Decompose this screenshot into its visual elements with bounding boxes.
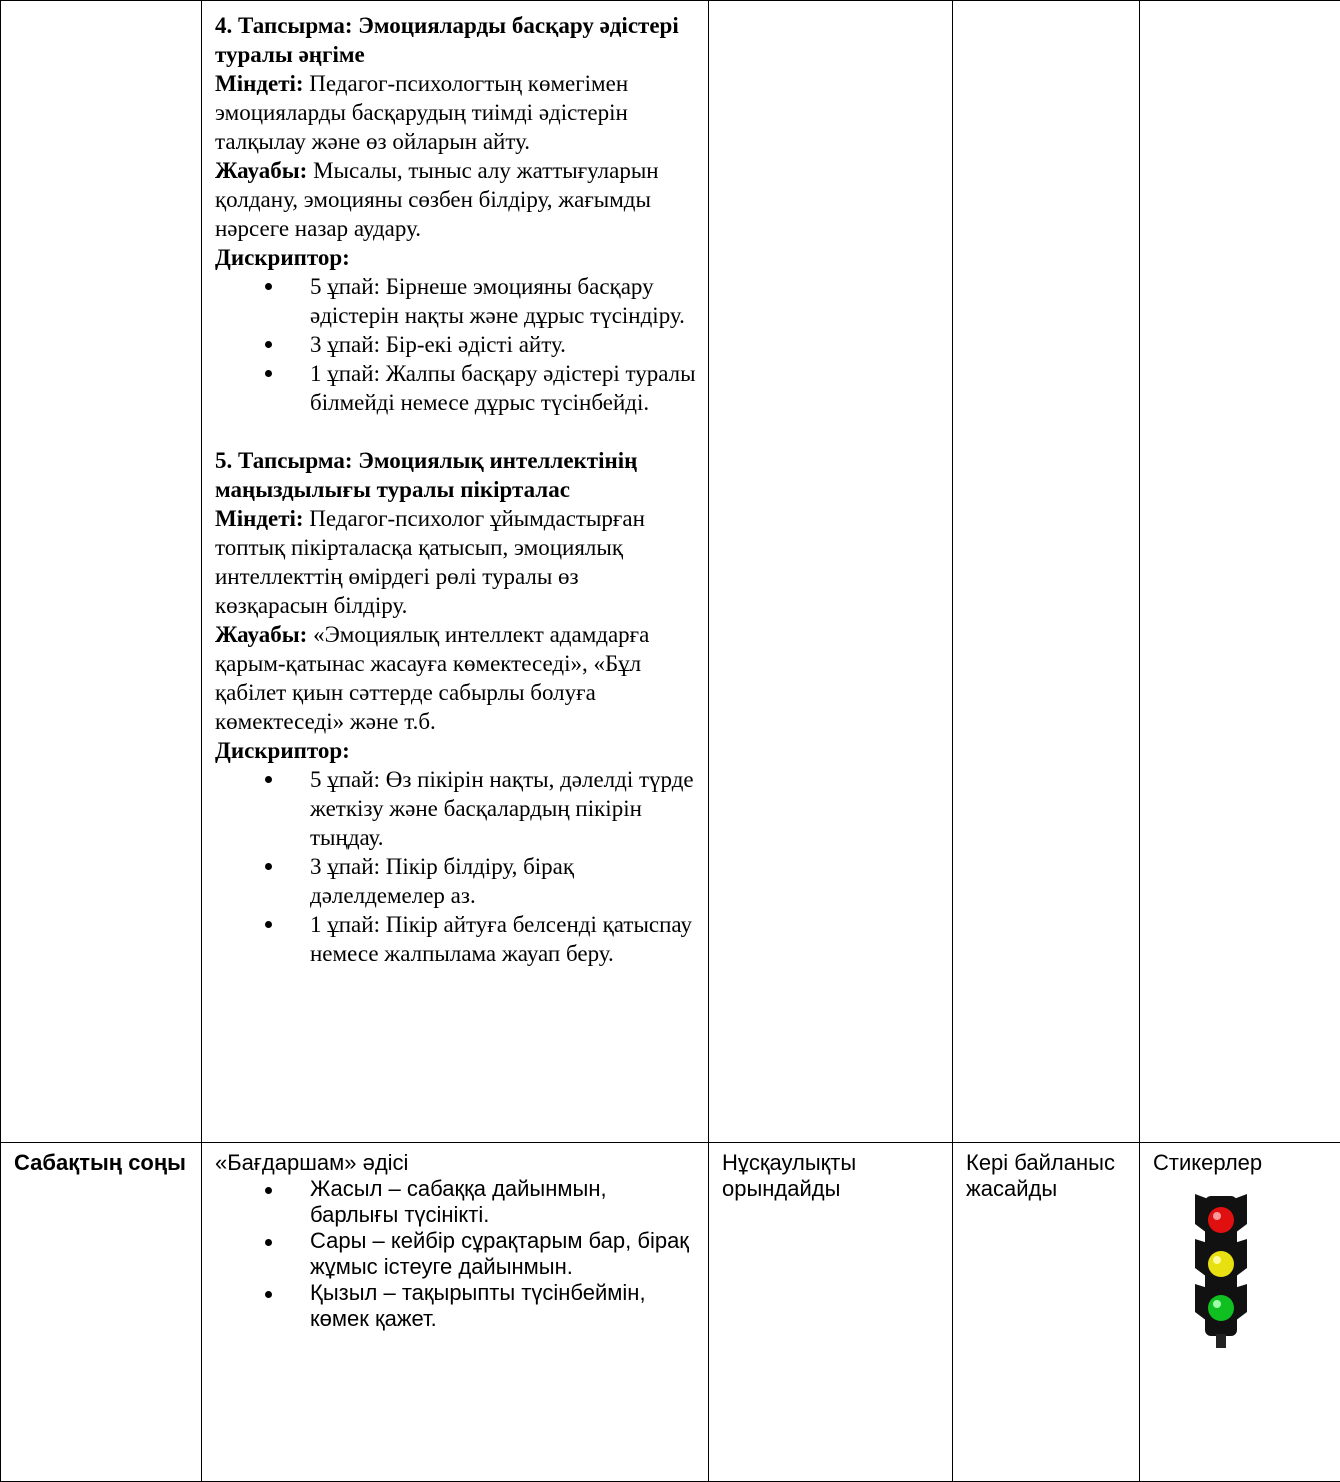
stage-label: Сабақтың соңы (1, 1143, 201, 1186)
task4-descriptor-label: Дискриптор: (215, 243, 696, 272)
yellow-light (1208, 1251, 1234, 1277)
tasks-content-cell (202, 1, 709, 1143)
task5-answer (215, 620, 696, 736)
teacher-action-cell-empty (953, 1, 1140, 1143)
resources-text: Стикерлер (1153, 1150, 1329, 1176)
task5-answer-label: Жауабы: (215, 622, 307, 647)
list-item: 1 ұпай: Пікір айтуға белсенді қатыспау немесе жалпылама жауап беру. (310, 910, 696, 968)
traffic-light-pole (1216, 1334, 1226, 1348)
task5-block (215, 446, 696, 968)
task5-objective-label: Міндеті: (215, 506, 304, 531)
resources-cell-empty (1140, 1, 1340, 1143)
list-item: 1 ұпай: Жалпы басқару әдістері туралы білмейді немесе дұрыс түсінбейді. (310, 359, 696, 417)
list-item: Сары – кейбір сұрақтарым бар, бірақ жұмыс істеуге дайынмын. (310, 1228, 696, 1280)
red-light (1208, 1207, 1234, 1233)
task4-objective-label: Міндеті: (215, 71, 304, 96)
task5-descriptor-list (215, 765, 696, 968)
stage-cell (1, 1143, 202, 1482)
student-action-text: Нұсқаулықты орындайды (709, 1143, 952, 1212)
stage-cell-empty (1, 1, 202, 1143)
list-item: Жасыл – сабаққа дайынмын, барлығы түсінікті. (310, 1176, 696, 1228)
task5-objective (215, 504, 696, 620)
teacher-action-text: Кері байланыс жасайды (953, 1143, 1139, 1212)
traffic-light-icon (1191, 1194, 1251, 1349)
green-light (1208, 1295, 1234, 1321)
student-action-cell-empty (709, 1, 953, 1143)
task5-answer-text: «Эмоциялық интеллект адамдарға қарым-қатынас жасауға көмектеседі», «Бұл қабілет қиын сәттерде сабырлы болуға көмектеседі» және т.б. (215, 622, 649, 734)
lesson-end-row (1, 1143, 1340, 1482)
teacher-action-cell (953, 1143, 1140, 1482)
task4-answer (215, 156, 696, 243)
task5-objective-text: Педагог-психолог ұйымдастырған топтық пікірталасқа қатысып, эмоциялық интеллекттің өмірдегі рөлі туралы өз көзқарасын білдіру. (215, 506, 645, 618)
traffic-light-options-list (215, 1176, 696, 1332)
list-item: Қызыл – тақырыпты түсінбеймін, көмек қажет. (310, 1280, 696, 1332)
task5-descriptor-label: Дискриптор: (215, 736, 696, 765)
student-action-cell (709, 1143, 953, 1482)
task4-title: 4. Тапсырма: Эмоцияларды басқару әдістері туралы әңгіме (215, 11, 696, 69)
list-item: 3 ұпай: Пікір білдіру, бірақ дәлелдемелер аз. (310, 852, 696, 910)
list-item: 5 ұпай: Өз пікірін нақты, дәлелді түрде жеткізу және басқалардың пікірін тыңдау. (310, 765, 696, 852)
list-item: 3 ұпай: Бір-екі әдісті айту. (310, 330, 696, 359)
task4-answer-text: Мысалы, тыныс алу жаттығуларын қолдану, эмоцияны сөзбен білдіру, жағымды нәрсеге назар аудару. (215, 158, 659, 241)
resources-cell (1140, 1143, 1340, 1482)
task4-block (215, 11, 696, 417)
task5-title: 5. Тапсырма: Эмоциялық интеллектінің маңыздылығы туралы пікірталас (215, 446, 696, 504)
list-item: 5 ұпай: Бірнеше эмоцияны басқару әдістерін нақты және дұрыс түсіндіру. (310, 272, 696, 330)
task4-objective (215, 69, 696, 156)
method-cell (202, 1143, 709, 1482)
task4-objective-text: Педагог-психологтың көмегімен эмоцияларды басқарудың тиімді әдістерін талқылау және өз ойларын айту. (215, 71, 628, 154)
task4-answer-label: Жауабы: (215, 158, 307, 183)
tasks-row (1, 1, 1340, 1143)
method-title: «Бағдаршам» әдісі (215, 1150, 696, 1176)
task4-descriptor-list (215, 272, 696, 417)
